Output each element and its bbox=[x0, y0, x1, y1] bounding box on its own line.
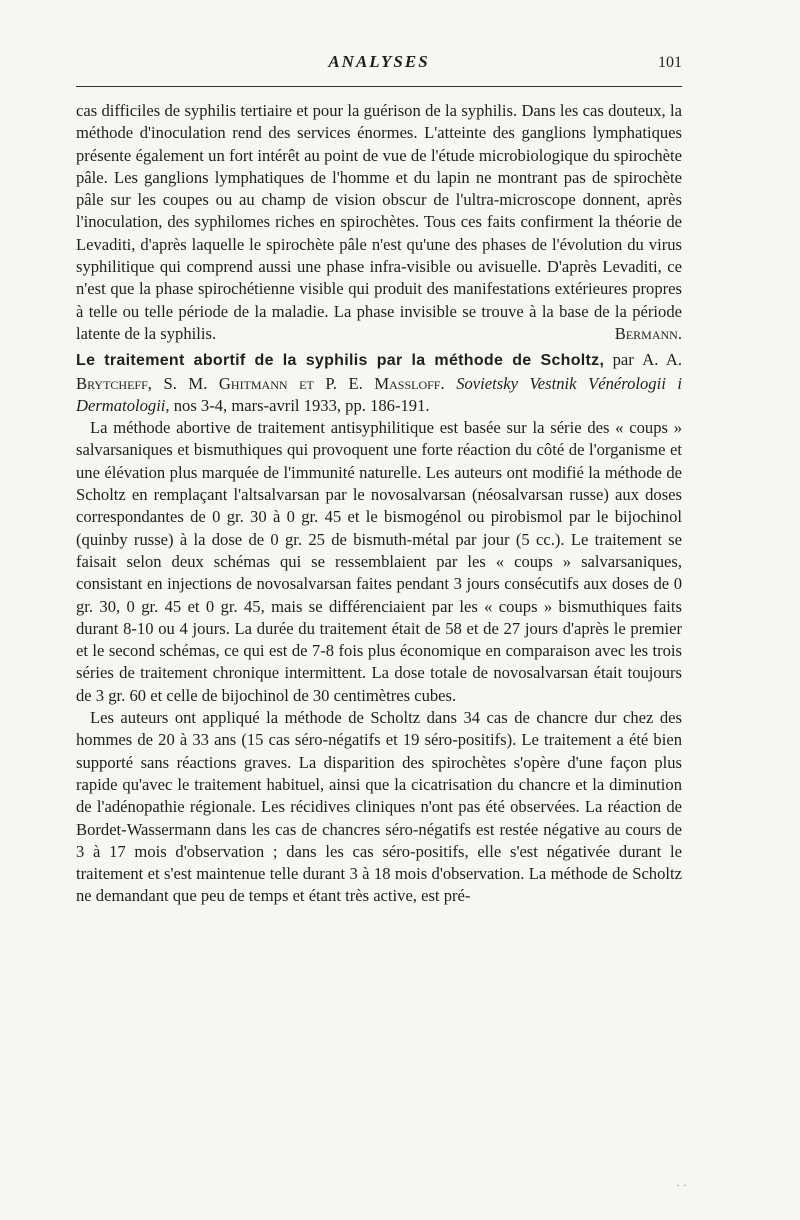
summary-paragraph-results: Les auteurs ont appliqué la méthode de Scholtz dans 34 cas de chancre dur chez des hommes de 20 à 33 ans (15 cas séro-négatifs et 19 séro-positifs). Le traitement a été bien supporté sans réactions graves. La disparition des spirochètes s'opère d'une façon plus rapide qu'avec le traitement habituel, ainsi que la cicatrisation du chancre et la diminution de l'adénopathie régionale. Les récidives cliniques n'ont pas été observées. La réaction de Bordet-Wassermann dans les cas de chancres séro-négatifs est restée négative au cours de 3 à 17 mois d'observation ; dans les cas séro-positifs, elle s'est négativée durant le traitement et s'est maintenue telle durant 3 à 18 mois d'observation. La méthode de Scholtz ne demandant que peu de temps et étant très active, est pré- bbox=[76, 708, 682, 906]
header-rule bbox=[76, 86, 682, 87]
article-by: par bbox=[612, 350, 634, 370]
page-number: 101 bbox=[658, 54, 682, 71]
article-authors: A. A. Brytcheff, S. M. Ghitmann et P. E. Massloff. bbox=[76, 350, 682, 393]
running-head bbox=[76, 52, 682, 78]
review-paragraph-continued: cas difficiles de syphilis tertiaire et pour la guérison de la syphilis. Dans les cas douteux, la méthode d'inoculation rend des services énormes. L'atteinte des ganglions lymphatiques présente également un fort intérêt au point de vue de l'étude microbiologique du spirochète pâle. Les ganglions lymphatiques de l'homme et du lapin ne montrant pas de spirochète pâle sur les coupes ou au champ de vision obscur de l'ultra-microscope donnent, après l'inoculation, des syphilomes riches en spirochètes. Tous ces faits confirment la théorie de Levaditi, d'après laquelle le spirochète pâle n'est qu'une des phases de l'évolution du virus syphilitique qui comprend aussi une phase infra-visible ou avisuelle. D'après Levaditi, ce n'est que la phase spirochétienne visible qui produit des manifestations extérieures propres à telle ou telle période de la maladie. La phase invisible se trouve à la base de la période latente de la syphilis. bbox=[76, 101, 682, 343]
journal-issue: nos 3-4, mars-avril 1933, pp. 186-191. bbox=[173, 395, 430, 415]
reviewer-signature: Bermann. bbox=[614, 323, 682, 343]
article-heading bbox=[76, 349, 682, 417]
body-text bbox=[76, 100, 682, 908]
summary-paragraph-method: La méthode abortive de traitement antisyphilitique est basée sur la série des « coups » salvarsaniques et bismuthiques qui provoquent une forte réaction du côté de l'organisme et une élévation plus marquée de l'immunité naturelle. Les auteurs ont modifié la méthode de Scholtz en remplaçant l'altsalvarsan par le novosalvarsan (néosalvarsan russe) aux doses correspondantes de 0 gr. 30 à 0 gr. 45 et le bismogénol ou pirobismol par le bijochinol (quinby russe) à la dose de 0 gr. 25 de bismuth-métal par jour (5 cc.). Le traitement se faisait selon deux schémas qui se ressemblaient par les « coups » salvarsaniques, consistant en injections de novosalvarsan faites pendant 3 jours consécutifs aux doses de 0 gr. 30, 0 gr. 45 et 0 gr. 45, mais se différenciaient par les « coups » bismuthiques faits durant 8-10 ou 4 jours. La durée du traitement était de 58 et de 27 jours d'après le premier et le second schémas, ce qui est de 7-8 fois plus économique en comparaison avec les trois séries de traitement chronique intermittent. La dose totale de novosalvarsan était toujours de 3 gr. 60 et celle de bijochinol de 30 centimètres cubes. bbox=[76, 418, 682, 705]
article-title: Le traitement abortif de la syphilis par la méthode de Scholtz, bbox=[76, 352, 605, 370]
journal-name: Sovietsky Vestnik Vénérologii i Dermatologii, bbox=[76, 373, 683, 415]
margin-speck: · · bbox=[676, 1178, 687, 1192]
running-title: ANALYSES bbox=[328, 52, 430, 71]
